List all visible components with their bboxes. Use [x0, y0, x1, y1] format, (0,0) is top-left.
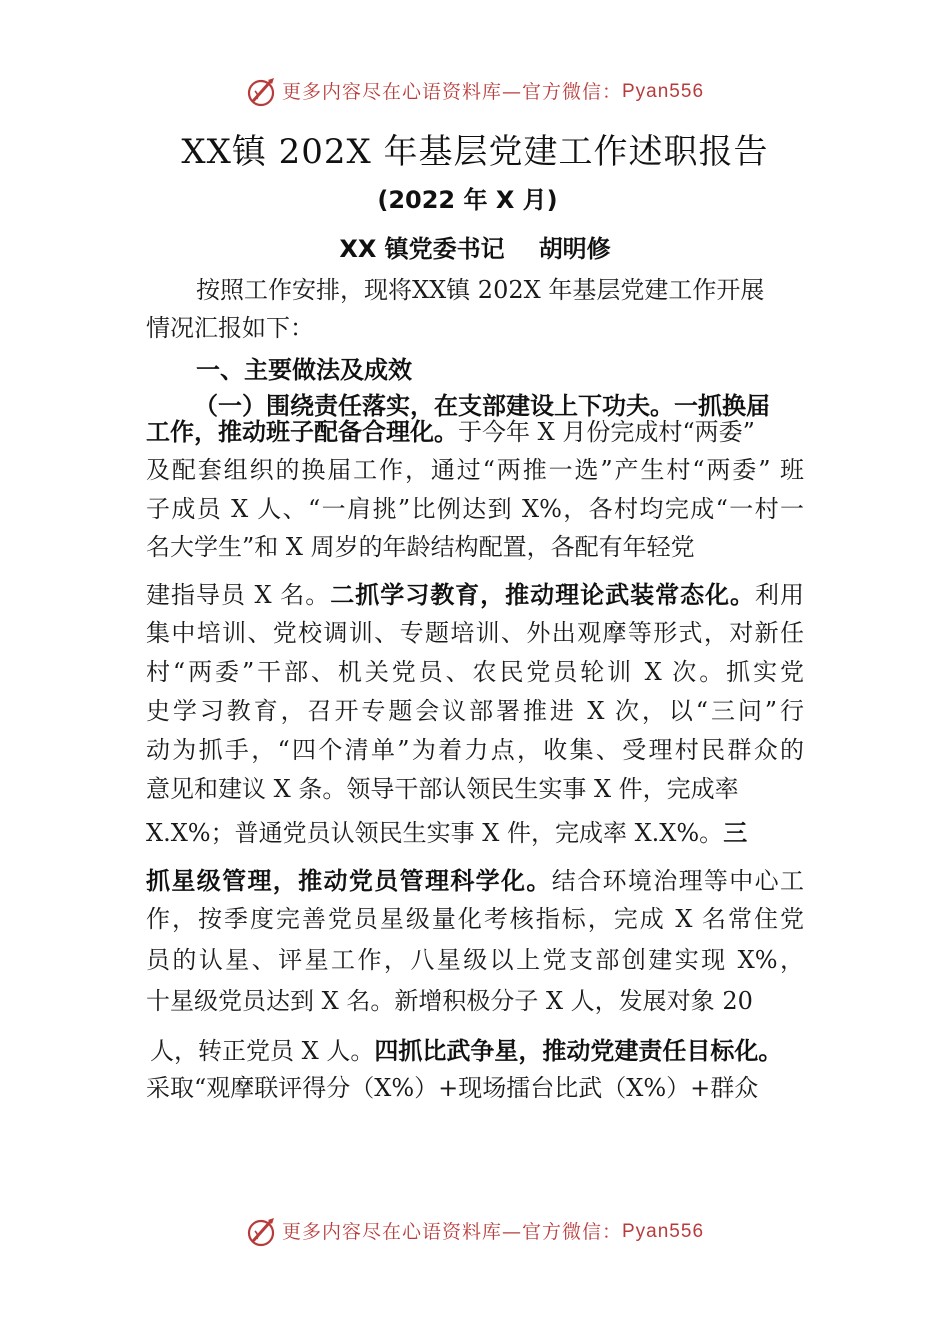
text-run: 结合环境治理等中心工	[551, 867, 805, 895]
paragraph-line	[150, 1035, 782, 1067]
text-run: X.X%；普通党员认领民生实事 X 件，完成率 X.X%。	[146, 819, 724, 847]
watermark-text: 更多内容尽在心语资料库—官方微信：	[281, 81, 622, 103]
section-heading: 一、主要做法及成效	[196, 356, 412, 384]
subsection-heading: （一）围绕责任落实，在支部建设上下功夫。一抓换届	[194, 392, 770, 420]
paragraph-line: 员的认星、评星工作，八星级以上党支部创建实现 X%，	[146, 946, 804, 974]
paragraph-line	[146, 817, 747, 849]
watermark-id: Pyan556	[622, 1221, 705, 1242]
paragraph-line: 村“两委”干部、机关党员、农民党员轮训 X 次。抓实党	[146, 658, 804, 686]
paragraph-line: 采取“观摩联评得分（X%）+现场擂台比武（X%）+群众	[146, 1074, 759, 1102]
paragraph-line: 动为抓手，“四个清单”为着力点，收集、受理村民群众的	[146, 736, 804, 764]
document-title: XX镇 202X 年基层党建工作述职报告	[181, 132, 769, 172]
paragraph-line: 集中培训、党校调训、专题培训、外出观摩等形式，对新任	[146, 619, 804, 647]
author-org: XX 镇党委书记	[339, 235, 505, 263]
paragraph-line	[146, 416, 755, 448]
watermark-id: Pyan556	[622, 81, 705, 102]
paragraph-line: 及配套组织的换届工作，通过“两推一选”产生村“两委” 班	[146, 456, 804, 484]
paragraph-line: 名大学生”和 X 周岁的年龄结构配置，各配有年轻党	[146, 533, 695, 561]
text-run: 利用	[755, 581, 805, 609]
bold-run: 工作，推动班子配备合理化。	[146, 418, 458, 446]
paragraph-line: 作，按季度完善党员星级量化考核指标，完成 X 名常住党	[146, 905, 804, 933]
paragraph-line: 子成员 X 人、“一肩挑”比例达到 X%，各村均完成“一村一	[146, 495, 804, 523]
paragraph-line: 按照工作安排，现将XX镇 202X 年基层党建工作开展	[196, 276, 765, 304]
paragraph-line	[146, 865, 804, 897]
text-run: 于今年 X 月份完成村“两委”	[458, 418, 755, 446]
bold-run: 四抓比武争星，推动党建责任目标化。	[374, 1037, 783, 1065]
document-author	[0, 233, 950, 265]
watermark-header	[0, 76, 950, 108]
document-date: (2022 年 X 月)	[377, 186, 558, 214]
paragraph-line: 意见和建议 X 条。领导干部认领民生实事 X 件，完成率	[146, 775, 739, 803]
bold-run: 二抓学习教育，推动理论武装常态化。	[330, 581, 756, 609]
paragraph-line	[146, 579, 804, 611]
text-run: 建指导员 X 名。	[146, 581, 331, 609]
paragraph-line: 史学习教育，召开专题会议部署推进 X 次，以“三问”行	[146, 697, 804, 725]
paragraph-line: 情况汇报如下：	[146, 314, 314, 342]
bold-run: 抓星级管理，推动党员管理科学化。	[146, 867, 552, 895]
paragraph-line: 十星级党员达到 X 名。新增积极分子 X 人，发展对象 20	[146, 987, 753, 1015]
text-run: 人，转正党员 X 人。	[150, 1037, 375, 1065]
brush-logo-icon	[246, 76, 278, 108]
bold-run: 三	[723, 819, 748, 847]
watermark-text: 更多内容尽在心语资料库—官方微信：	[281, 1221, 622, 1243]
author-name: 胡明修	[538, 235, 611, 263]
brush-logo-icon	[246, 1216, 278, 1248]
watermark-footer	[0, 1216, 950, 1248]
